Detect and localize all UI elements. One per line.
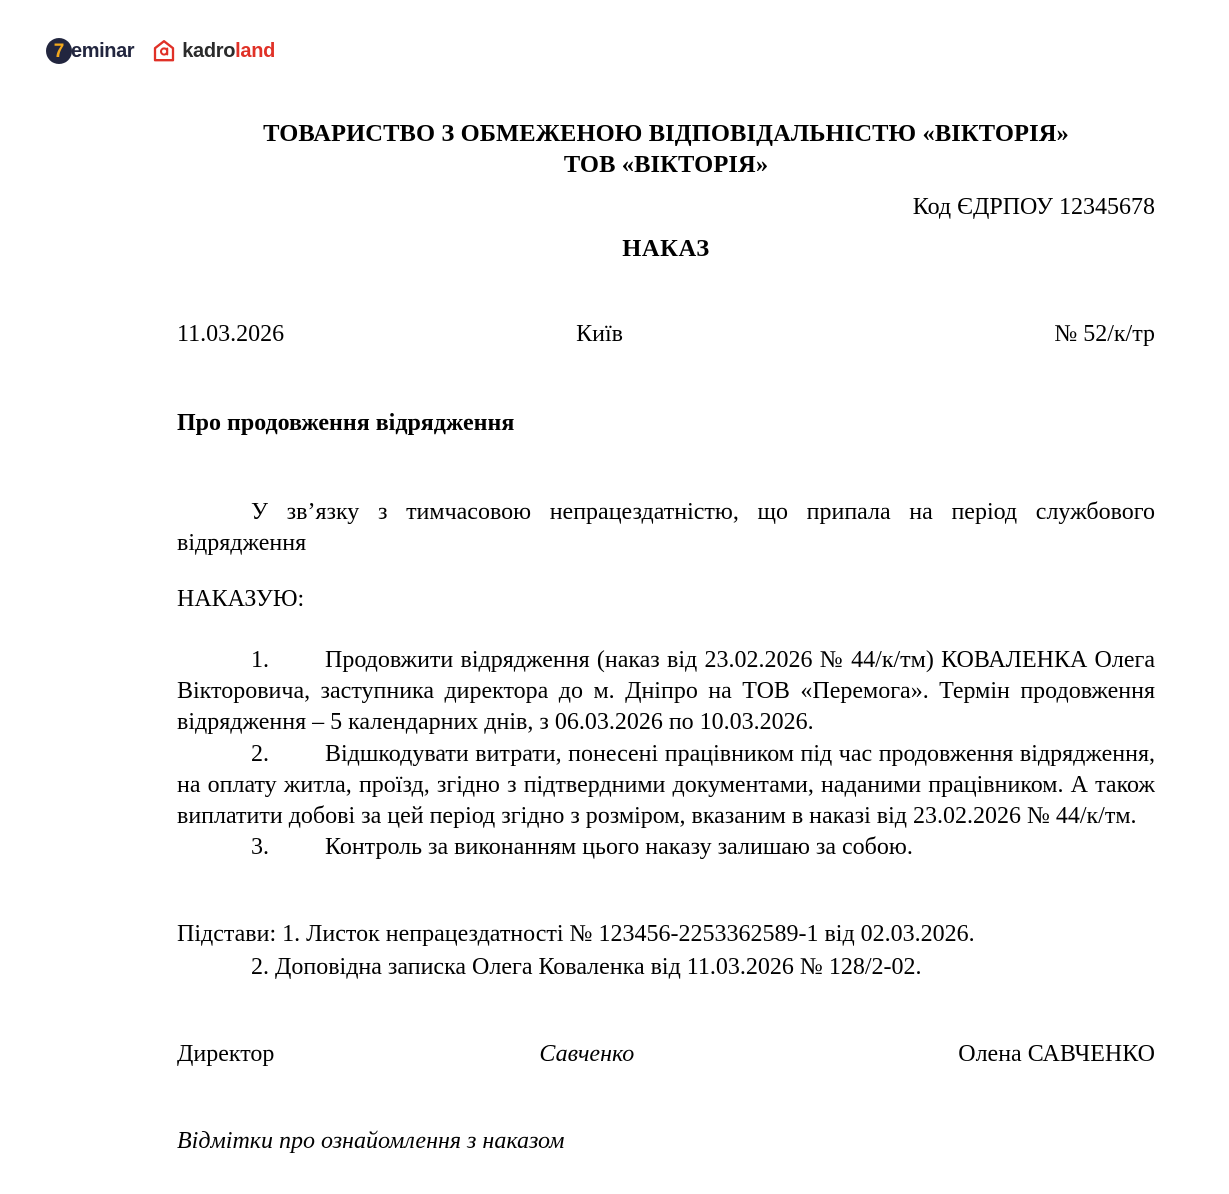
order-clause [177, 739, 1155, 833]
order-clause-text: Відшкодувати витрати, понесені працівником під час продовження відрядження, на оплату житла, проїзд, згідно з підтвердними документами, наданими працівником. А також виплатити добові за цей період згідно з розміром, вказаним в наказі від 23.02.2026 № 44/к/тм. [177, 740, 1155, 830]
seminar-logo-text: eminar [71, 40, 135, 62]
document-meta-row [177, 321, 1155, 348]
document-sheet [177, 0, 1155, 1194]
organization-code: Код ЄДРПОУ 12345678 [912, 193, 1155, 220]
kadroland-logo-text-red: land [235, 40, 276, 62]
signature-row [177, 1041, 1155, 1068]
order-clause-number: 1. [251, 647, 269, 674]
document-kind-heading: НАКАЗ [622, 234, 710, 262]
kadroland-house-icon [152, 39, 176, 63]
order-clause-number: 2. [251, 740, 269, 767]
order-clause-number: 3. [251, 834, 269, 861]
signature-mark: Савченко [539, 1041, 635, 1068]
seminar-logo[interactable] [46, 38, 134, 64]
order-keyword: НАКАЗУЮ: [177, 586, 305, 613]
kadroland-logo-text-dark: kadro [182, 40, 236, 62]
document-number: № 52/к/тр [1054, 320, 1155, 347]
order-clause [177, 832, 1155, 863]
signatory-name: Олена САВЧЕНКО [958, 1041, 1155, 1068]
document-subject: Про продовження відрядження [177, 409, 515, 436]
acknowledgement-note: Відмітки про ознайомлення з наказом [177, 1128, 565, 1155]
order-clause [177, 645, 1155, 739]
organization-title [177, 118, 1155, 181]
grounds-line-2: 2. Доповідна записка Олега Коваленка від 11.03.2026 № 128/2-02. [251, 953, 922, 980]
organization-title-line-1: ТОВАРИСТВО З ОБМЕЖЕНОЮ ВІДПОВІДАЛЬНІСТЮ «ВІКТОРІЯ» [263, 120, 1069, 147]
grounds-section [177, 918, 1155, 983]
document-city: Київ [576, 320, 623, 347]
grounds-line-1: Підстави: 1. Листок непрацездатності № 123456-2253362589-1 від 02.03.2026. [177, 921, 975, 948]
order-clauses [177, 645, 1155, 863]
signatory-role: Директор [177, 1041, 275, 1068]
order-clause-text: Контроль за виконанням цього наказу залишаю за собою. [325, 834, 913, 861]
document-date: 11.03.2026 [177, 320, 285, 347]
circle-seven-icon: 7 [46, 38, 72, 64]
order-clause-text: Продовжити відрядження (наказ від 23.02.2026 № 44/к/тм) КОВАЛЕНКА Олега Вікторовича, заступника директора до м. Дніпро на ТОВ «Перемога». Термін продовження відрядження – 5 календарних днів, з 06.03.2026 по 10.03.2026. [177, 647, 1155, 736]
organization-title-line-2: ТОВ «ВІКТОРІЯ» [563, 151, 769, 179]
document-preamble: У зв’язку з тимчасовою непрацездатністю, що припала на період службового відрядження [177, 498, 1155, 556]
